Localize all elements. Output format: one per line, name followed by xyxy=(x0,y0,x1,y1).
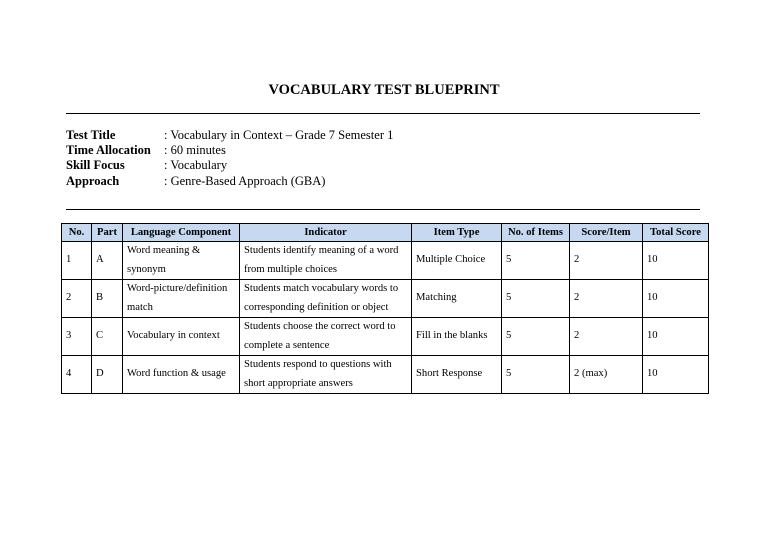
cell-no: 1 xyxy=(62,242,92,280)
header-no: No. xyxy=(62,224,92,242)
blueprint-table xyxy=(61,223,709,394)
cell-part: C xyxy=(92,318,123,356)
header-total-score: Total Score xyxy=(643,224,709,242)
header-no-of-items: No. of Items xyxy=(502,224,570,242)
document-title: VOCABULARY TEST BLUEPRINT xyxy=(268,82,500,98)
cell-item-type: Short Response xyxy=(412,356,502,394)
cell-total-score: 10 xyxy=(643,318,709,356)
cell-part: D xyxy=(92,356,123,394)
table-row xyxy=(62,280,709,318)
test-info xyxy=(66,128,393,189)
cell-no-of-items: 5 xyxy=(502,280,570,318)
cell-no: 2 xyxy=(62,280,92,318)
cell-indicator: Students identify meaning of a word from multiple choices xyxy=(240,242,412,280)
header-language-component: Language Component xyxy=(123,224,240,242)
table-header-row xyxy=(62,224,709,242)
cell-total-score: 10 xyxy=(643,356,709,394)
table-row xyxy=(62,356,709,394)
info-row-time-allocation xyxy=(66,143,393,158)
cell-no: 4 xyxy=(62,356,92,394)
title-divider xyxy=(66,113,700,114)
header-indicator: Indicator xyxy=(240,224,412,242)
info-value: : Genre-Based Approach (GBA) xyxy=(164,173,326,188)
info-divider xyxy=(66,209,700,210)
cell-total-score: 10 xyxy=(643,280,709,318)
cell-item-type: Fill in the blanks xyxy=(412,318,502,356)
info-row-skill-focus xyxy=(66,158,393,173)
cell-language-component: Word-picture/definition match xyxy=(123,280,240,318)
header-part: Part xyxy=(92,224,123,242)
cell-indicator: Students choose the correct word to complete a sentence xyxy=(240,318,412,356)
info-label: Test Title xyxy=(66,128,116,142)
cell-no-of-items: 5 xyxy=(502,242,570,280)
cell-no-of-items: 5 xyxy=(502,356,570,394)
info-row-approach xyxy=(66,174,393,189)
info-label: Approach xyxy=(66,173,120,188)
cell-part: A xyxy=(92,242,123,280)
cell-no-of-items: 5 xyxy=(502,318,570,356)
info-value: : Vocabulary xyxy=(164,158,228,173)
cell-score-item: 2 xyxy=(570,280,643,318)
info-row-test-title xyxy=(66,128,393,143)
header-item-type: Item Type xyxy=(412,224,502,242)
cell-language-component: Vocabulary in context xyxy=(123,318,240,356)
table-row xyxy=(62,242,709,280)
info-label: Skill Focus xyxy=(66,158,125,173)
cell-score-item: 2 (max) xyxy=(570,356,643,394)
cell-indicator: Students respond to questions with short appropriate answers xyxy=(240,356,412,394)
cell-indicator: Students match vocabulary words to corresponding definition or object xyxy=(240,280,412,318)
cell-language-component: Word meaning & synonym xyxy=(123,242,240,280)
info-label: Time Allocation xyxy=(66,143,151,158)
cell-score-item: 2 xyxy=(570,242,643,280)
cell-language-component: Word function & usage xyxy=(123,356,240,394)
header-score-item: Score/Item xyxy=(570,224,643,242)
cell-part: B xyxy=(92,280,123,318)
info-value: : 60 minutes xyxy=(164,143,226,158)
cell-score-item: 2 xyxy=(570,318,643,356)
table-row xyxy=(62,318,709,356)
cell-total-score: 10 xyxy=(643,242,709,280)
info-value: : Vocabulary in Context – Grade 7 Semester 1 xyxy=(164,128,394,142)
cell-item-type: Matching xyxy=(412,280,502,318)
cell-item-type: Multiple Choice xyxy=(412,242,502,280)
cell-no: 3 xyxy=(62,318,92,356)
